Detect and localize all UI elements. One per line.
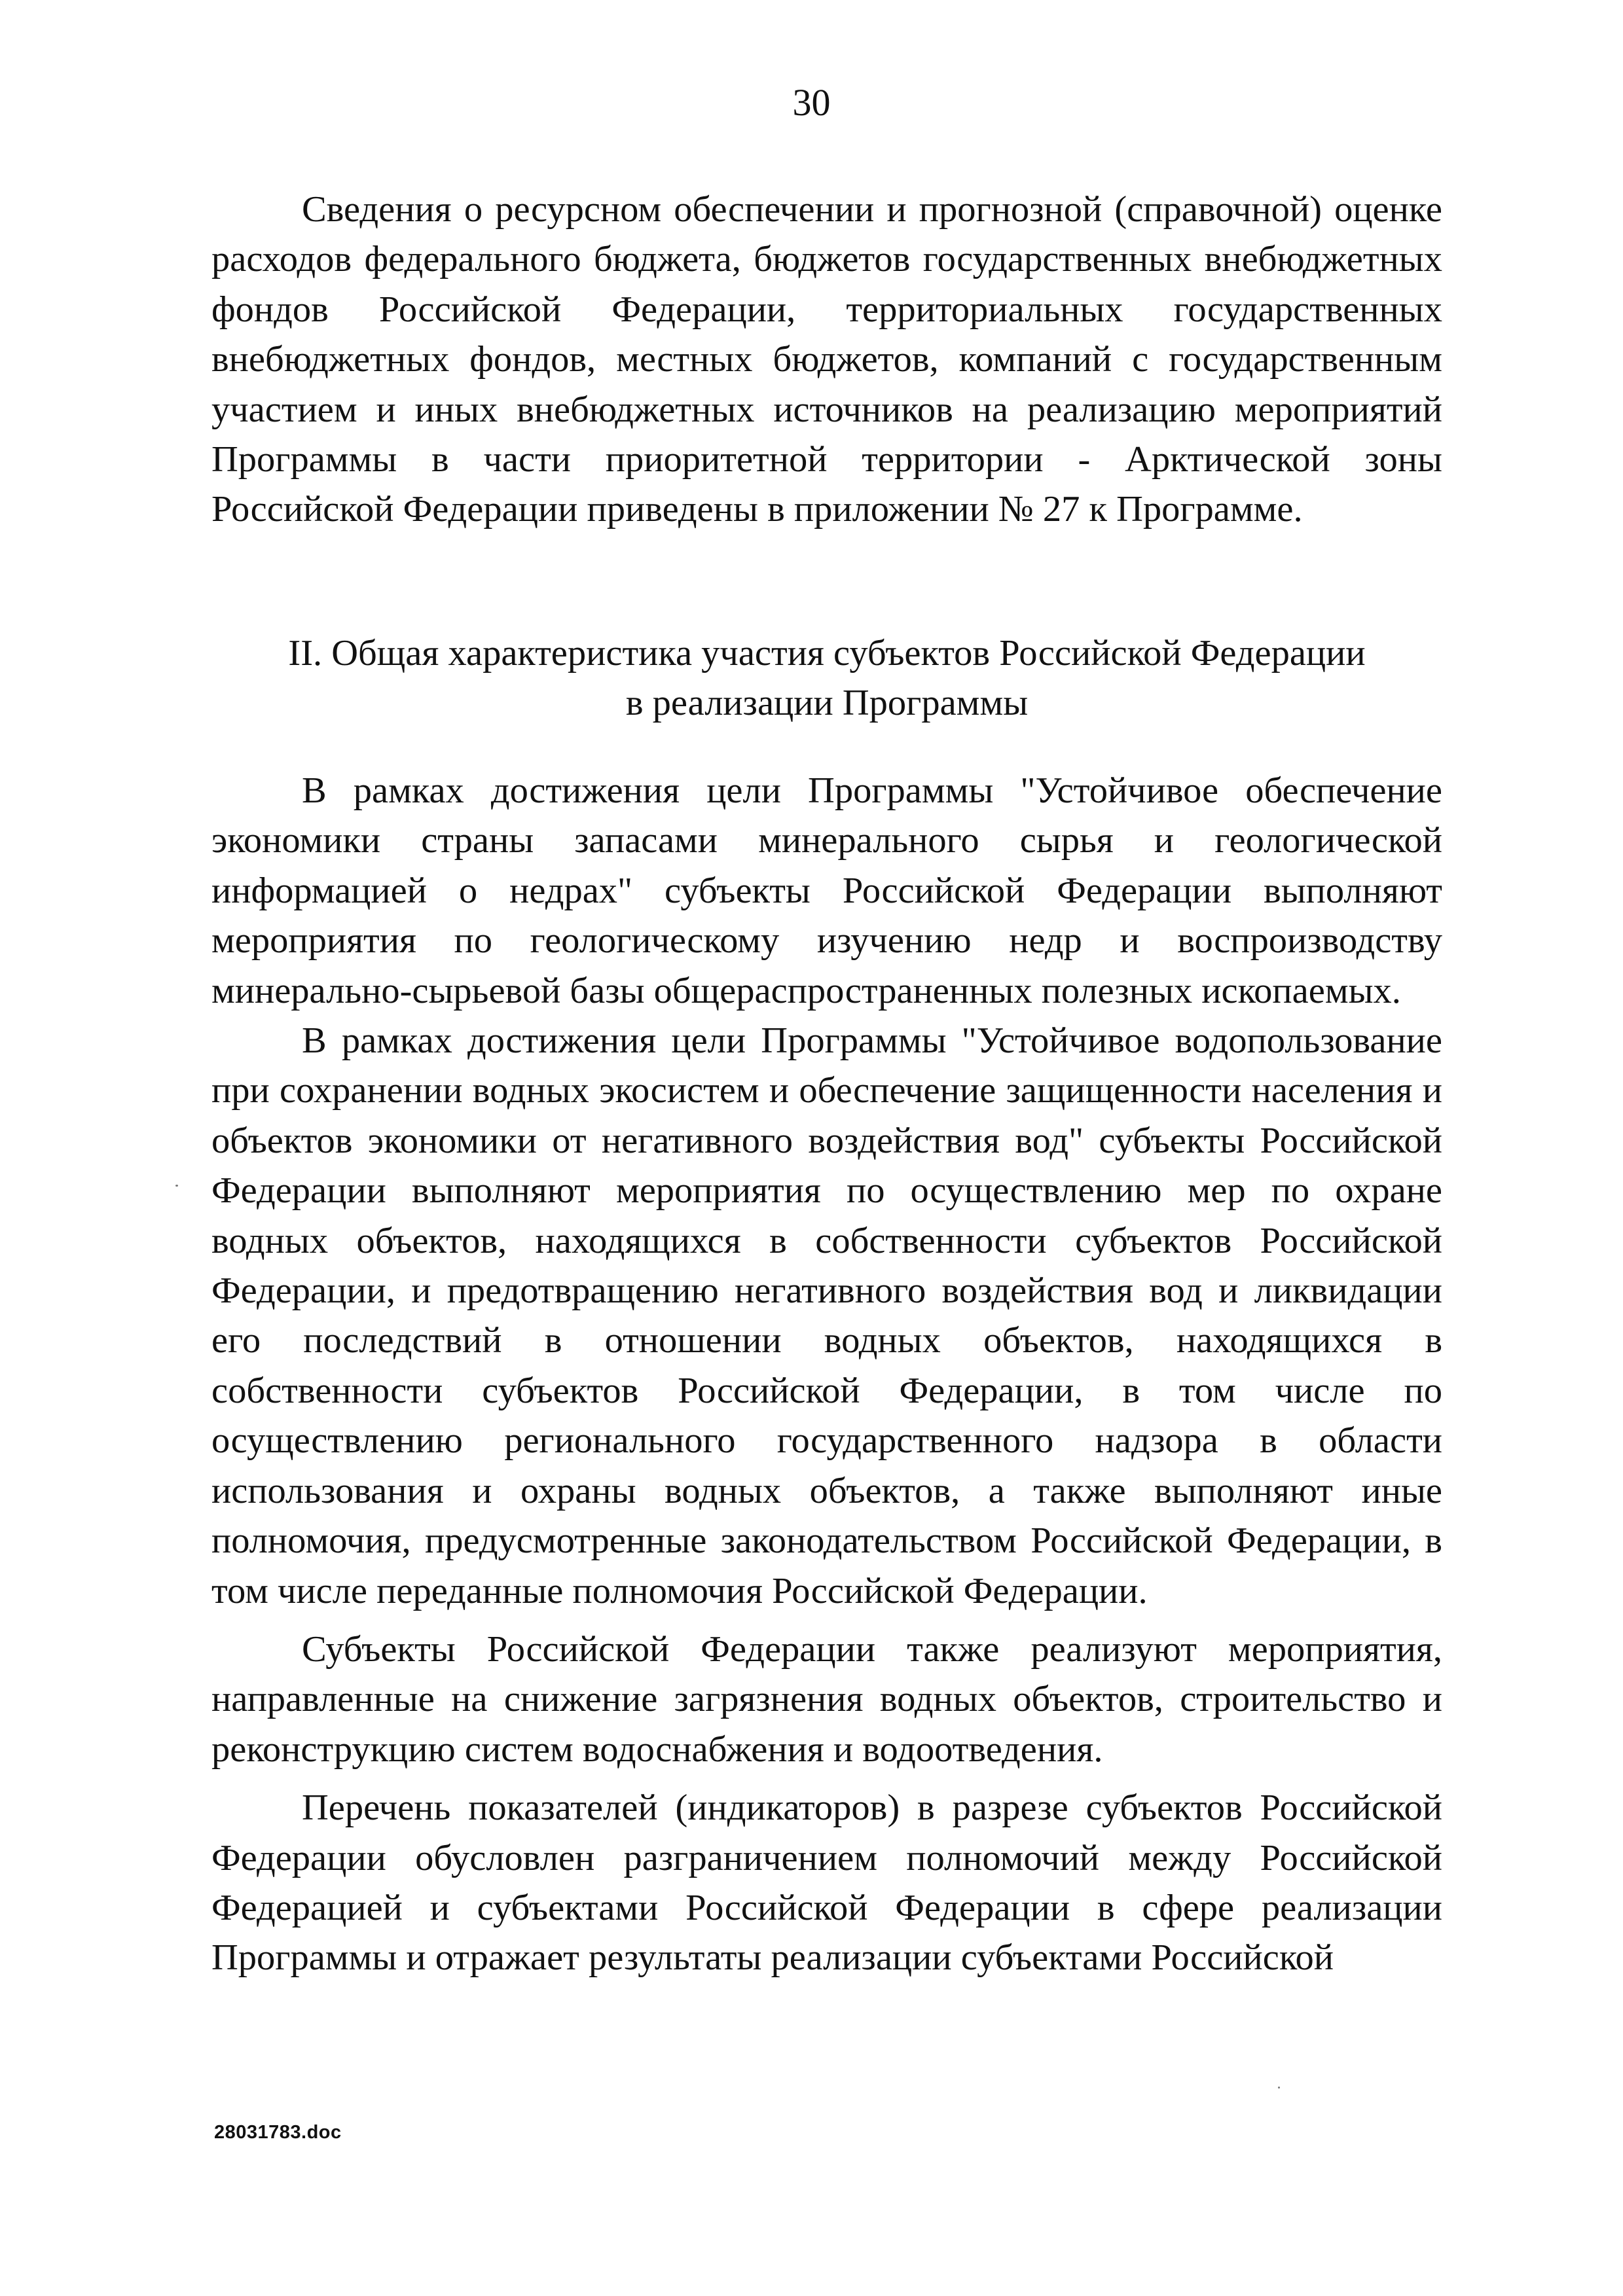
document-file-code: 28031783.doc — [214, 2122, 342, 2143]
page-number: 30 — [792, 81, 831, 124]
scan-speck — [175, 1185, 178, 1187]
body-paragraph-indicators: Перечень показателей (индикаторов) в разрезе субъектов Российской Федерации обусловлен разграничением полномочий между Российской Федерацией и субъектами Российской Федерации в сфере реализации Программы и отражает результаты реализации субъектами Российской — [211, 1787, 1442, 1979]
intro-section — [211, 185, 1442, 535]
body-paragraph-pollution: Субъекты Российской Федерации также реализуют мероприятия, направленные на снижение загрязнения водных объектов, строительство и реконструкцию систем водоснабжения и водоотведения. — [211, 1628, 1442, 1770]
intro-paragraph: Сведения о ресурсном обеспечении и прогнозной (справочной) оценке расходов федерального бюджета, бюджетов государственных внебюджетных фондов Российской Федерации, территориальных государственных внебюджетных фондов, местных бюджетов, компаний с государственным участием и иных внебюджетных источников на реализацию мероприятий Программы в части приоритетной территории - Арктической зоны Российской Федерации приведены в приложении № 27 к Программе. — [211, 189, 1442, 530]
section-body — [211, 766, 1442, 1983]
body-paragraph-water-use: В рамках достижения цели Программы "Устойчивое водопользование при сохранении водных экосистем и обеспечение защищенности населения и объектов экономики от негативного воздействия вод" субъекты Российской Федерации выполняют мероприятия по осуществлению мер по охране водных объектов, находящихся в собственности субъектов Российской Федерации, и предотвращению негативного воздействия вод и ликвидации его последствий в отношении водных объектов, находящихся в собственности субъектов Российской Федерации, в том числе по осуществлению регионального государственного надзора в области использования и охраны водных объектов, а также выполняют иные полномочия, предусмотренные законодательством Российской Федерации, в том числе переданные полномочия Российской Федерации. — [211, 1020, 1442, 1611]
section-heading — [211, 628, 1442, 728]
body-paragraph-geology: В рамках достижения цели Программы "Устойчивое обеспечение экономики страны запасами минерального сырья и геологической информацией о недрах" субъекты Российской Федерации выполняют мероприятия по геологическому изучению недр и воспроизводству минерально-сырьевой базы общераспространенных полезных ископаемых. — [211, 770, 1442, 1011]
section-heading-line-1: II. Общая характеристика участия субъектов Российской Федерации — [288, 633, 1366, 673]
scan-speck — [1278, 2087, 1280, 2089]
section-heading-line-2: в реализации Программы — [625, 683, 1029, 724]
